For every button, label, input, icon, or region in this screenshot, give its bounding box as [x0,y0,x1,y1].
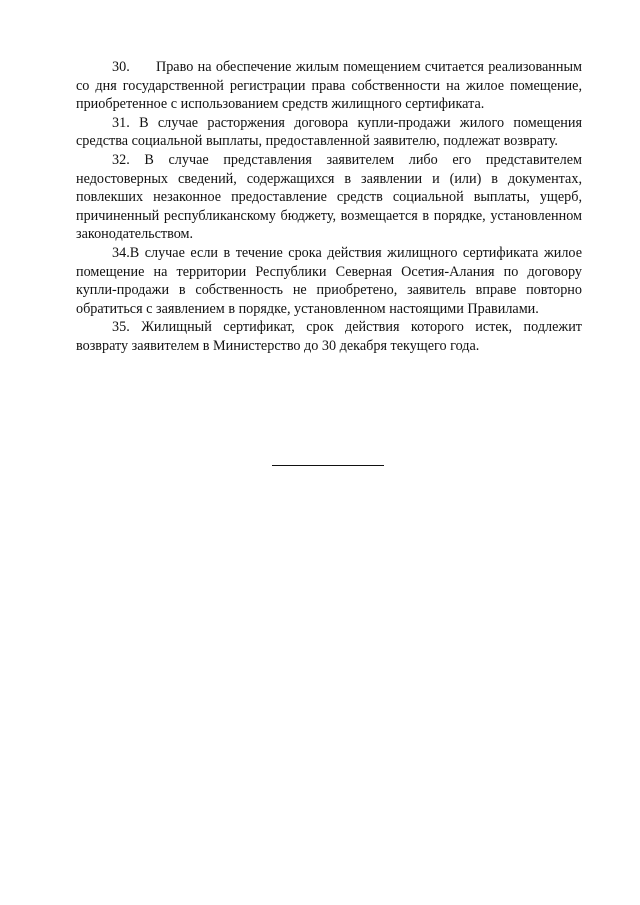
end-divider-line [272,465,384,466]
paragraph-text: В случае если в течение срока действия жилищного сертификата жилое помещение на территории Республики Северная Осетия-Алания по договору купли-продажи в собственность не приобретено, заявитель вправе повторно обратиться с заявлением в порядке, установленном настоящими Правилами. [76,244,582,317]
paragraph-text: В случае представления заявителем либо его представителем недостоверных сведений, содержащихся в заявлении и (или) в документах, повлекших незаконное предоставление средств социальной выплаты, ущерб, причиненный республиканскому бюджету, возмещается в порядке, установленном законодательством. [76,151,582,243]
paragraph-34 [76,244,582,318]
paragraph-text: Жилищный сертификат, срок действия которого истек, подлежит возврату заявителем в Министерство до 30 декабря текущего года. [76,319,583,354]
paragraph-32 [76,151,582,244]
paragraph-35 [76,318,582,355]
paragraph-number: 31. [112,114,130,131]
paragraph-number: 35. [112,319,130,336]
paragraph-text: Право на обеспечение жилым помещением считается реализованным со дня государственной регистрации права собственности на жилое помещение, приобретенное с использованием средств жилищного сертификата. [76,59,582,113]
document-body [76,58,582,356]
paragraph-30 [76,58,582,114]
paragraph-number: 34. [112,244,130,261]
paragraph-number: 30. [112,59,130,75]
paragraph-text: В случае расторжения договора купли-продажи жилого помещения средства социальной выплаты, предоставленной заявителю, подлежат возврату. [76,114,583,150]
paragraph-31 [76,114,582,151]
paragraph-number: 32. [112,151,130,168]
